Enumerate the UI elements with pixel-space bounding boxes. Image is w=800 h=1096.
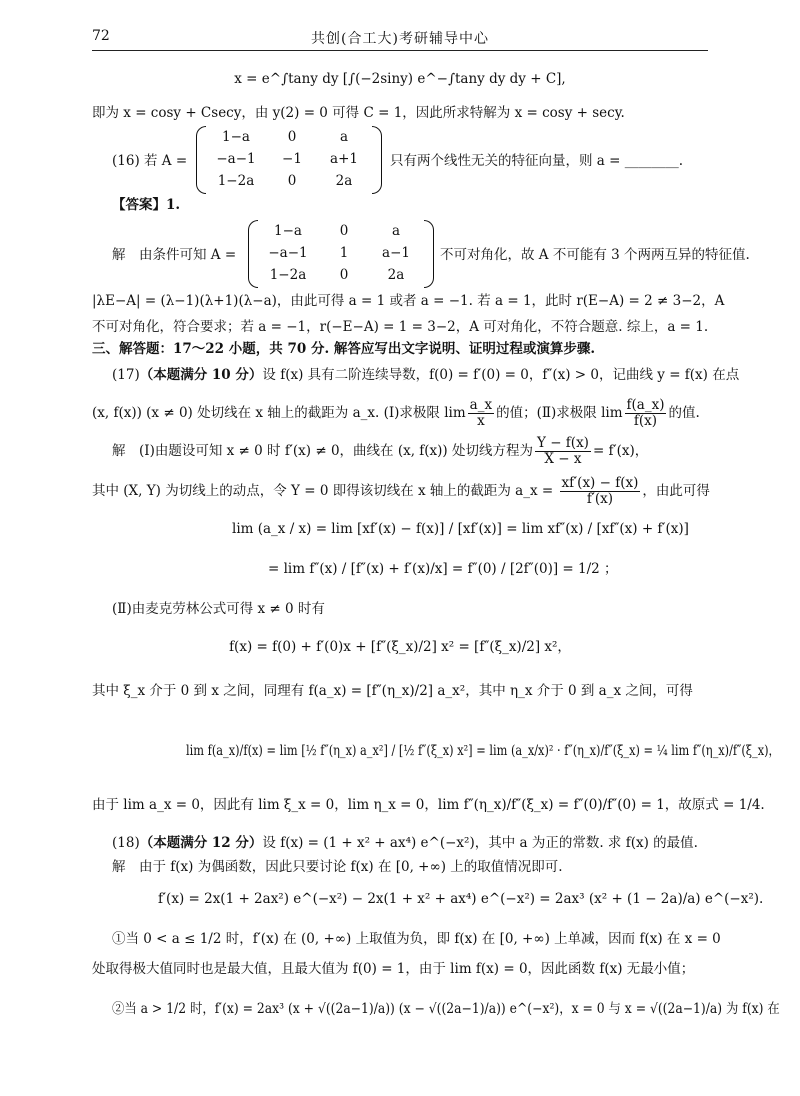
section-heading: 三、解答题：17～22 小题，共 70 分. 解答应写出文字说明、证明过程或演算步骤.	[92, 341, 596, 357]
q17-text-3: 的值；(Ⅱ)求极限 lim	[496, 405, 623, 421]
q16-right-paren	[372, 126, 382, 194]
sol17-line-2	[92, 476, 710, 507]
sol16-m12: 0	[339, 223, 349, 239]
sol16-prefix: 解 由条件可知 A =	[112, 247, 237, 263]
frac-num: f(a_x)	[626, 397, 665, 413]
q17-frac-1	[468, 398, 494, 429]
frac-den: x	[477, 413, 485, 429]
page-number: 72	[92, 28, 110, 44]
sol16-right-paren	[424, 220, 434, 288]
sol16-m32: 0	[339, 267, 349, 283]
answer-label: 【答案】1.	[112, 197, 181, 213]
sol17-text-4: ，由此可得	[642, 483, 710, 499]
q17-line-1	[112, 366, 739, 384]
sol18-eq-1: f′(x) = 2x(1 + 2ax²) e^(−x²) − 2x(1 + x² + ax⁴) e^(−x²) = 2ax³ (x² + (1 − 2a)/a) e^(−x²).	[158, 891, 764, 907]
q16-m33: 2a	[335, 173, 353, 189]
sol17-frac-2	[560, 476, 641, 507]
sol17-conclusion: 由于 lim a_x = 0，因此有 lim ξ_x = 0，lim η_x = 0，lim f″(η_x)/f″(ξ_x) = f″(0)/f″(0) = 1，故原式 = 1/4.	[92, 797, 765, 813]
sol16-matrix	[256, 222, 424, 284]
sol17-text-2: = f′(x)，	[592, 443, 649, 459]
sol16-conclusion: 不可对角化，故 A 不可能有 3 个两两互异的特征值.	[440, 247, 750, 263]
q16-question: 只有两个线性无关的特征向量，则 a = ________.	[390, 153, 684, 169]
sol18-case-2: ②当 a > 1/2 时，f′(x) = 2ax³ (x + √((2a−1)/a)) (x − √((2a−1)/a)) e^(−x²)，x = 0 与 x = √((2a−1)/a) 为 f(x) 在	[112, 1001, 780, 1017]
q17-line-2	[92, 398, 700, 429]
q16-m12: 0	[287, 129, 297, 145]
q17-number: (17)	[112, 367, 140, 383]
q17-text-1: 设 f(x) 具有二阶连续导数，f(0) = f′(0) = 0，f″(x) > 0，记曲线 y = f(x) 在点	[262, 367, 740, 383]
q16-m23: a+1	[330, 151, 358, 167]
sol16-line-2: |λE−A| = (λ−1)(λ+1)(λ−a)，由此可得 a = 1 或者 a = −1. 若 a = 1，此时 r(E−A) = 2 ≠ 3−2，A	[92, 293, 725, 309]
frac-den: f′(x)	[586, 491, 614, 507]
formula-line-1: x = e^∫tany dy [∫(−2siny) e^−∫tany dy dy + C],	[234, 71, 566, 87]
sol16-line-3: 不可对角化，符合要求；若 a = −1，r(−E−A) = 1 = 3−2，A 可对角化，不符合题意. 综上，a = 1.	[92, 319, 709, 335]
q17-text-4: 的值.	[668, 405, 700, 421]
sol16-m31: 1−2a	[269, 267, 307, 283]
q16-m13: a	[339, 129, 349, 145]
sol17-eq-2: = lim f″(x) / [f″(x) + f′(x)/x] = f″(0) / [2f″(0)] = 1/2 ；	[268, 561, 618, 577]
text-line-2: 即为 x = cosy + Csecy，由 y(2) = 0 可得 C = 1，因此所求特解为 x = cosy + secy.	[92, 105, 625, 121]
sol18-case-1: ①当 0 < a ≤ 1/2 时，f′(x) 在 (0, +∞) 上取值为负，即 f(x) 在 [0, +∞) 上单减，因而 f(x) 在 x = 0	[112, 931, 721, 947]
sol16-m21: −a−1	[268, 245, 308, 261]
q18-line-1	[112, 834, 698, 852]
sol17-line-5: 其中 ξ_x 介于 0 到 x 之间，同理有 f(a_x) = [f″(η_x)/2] a_x²，其中 η_x 介于 0 到 a_x 之间，可得	[92, 683, 693, 699]
q18-score: （本题满分 12 分）	[139, 835, 263, 851]
sol17-part-2: (Ⅱ)由麦克劳林公式可得 x ≠ 0 时有	[112, 601, 325, 617]
frac-num: a_x	[469, 397, 493, 413]
sol16-m22: 1	[339, 245, 349, 261]
sol17-frac-1	[535, 436, 591, 467]
q18-text: 设 f(x) = (1 + x² + ax⁴) e^(−x²)，其中 a 为正的常数. 求 f(x) 的最值.	[262, 835, 698, 851]
sol17-eq-4: lim f(a_x)/f(x) = lim [½ f″(η_x) a_x²] / [½ f″(ξ_x) x²] = lim (a_x/x)² · f″(η_x)/f″(ξ_x) = ¼ lim f″(η_x)/f″(ξ_x)，	[186, 743, 780, 759]
frac-num: xf′(x) − f(x)	[561, 475, 639, 491]
header-title: 共创(合工大)考研辅导中心	[311, 31, 489, 47]
q16-matrix	[204, 128, 372, 190]
sol16-m23: a−1	[382, 245, 410, 261]
q16-m32: 0	[287, 173, 297, 189]
page-header	[92, 28, 708, 51]
sol16-m33: 2a	[387, 267, 405, 283]
q16-prefix: (16) 若 A =	[112, 153, 188, 169]
q18-number: (18)	[112, 835, 140, 851]
q16-m22: −1	[282, 151, 302, 167]
sol17-text-3: 其中 (X, Y) 为切线上的动点，令 Y = 0 即得该切线在 x 轴上的截距为 a_x =	[92, 483, 558, 499]
q17-text-2: (x, f(x)) (x ≠ 0) 处切线在 x 轴上的截距为 a_x. (Ⅰ)求极限 lim	[92, 405, 466, 421]
frac-den: X − x	[544, 451, 582, 467]
frac-den: f(x)	[633, 413, 658, 429]
sol17-eq-3: f(x) = f(0) + f′(0)x + [f″(ξ_x)/2] x² = [f″(ξ_x)/2] x²，	[229, 639, 571, 655]
sol17-text-1: 解 (Ⅰ)由题设可知 x ≠ 0 时 f′(x) ≠ 0，曲线在 (x, f(x)) 处切线方程为	[112, 443, 533, 459]
q17-score: （本题满分 10 分）	[139, 367, 263, 383]
q17-frac-2	[625, 398, 667, 429]
sol17-line-1	[112, 436, 648, 467]
sol16-m13: a	[391, 223, 401, 239]
sol18-line-1: 解 由于 f(x) 为偶函数，因此只要讨论 f(x) 在 [0, +∞) 上的取值情况即可.	[112, 859, 563, 875]
q16-m21: −a−1	[216, 151, 256, 167]
q16-m11: 1−a	[222, 129, 250, 145]
sol18-case-1-cont: 处取得极大值同时也是最大值，且最大值为 f(0) = 1，由于 lim f(x) = 0，因此函数 f(x) 无最小值；	[92, 961, 695, 977]
frac-num: Y − f(x)	[537, 435, 589, 451]
sol16-m11: 1−a	[274, 223, 302, 239]
q16-m31: 1−2a	[217, 173, 255, 189]
sol17-eq-1: lim (a_x / x) = lim [xf′(x) − f(x)] / [xf′(x)] = lim xf″(x) / [xf″(x) + f′(x)]	[232, 521, 689, 537]
